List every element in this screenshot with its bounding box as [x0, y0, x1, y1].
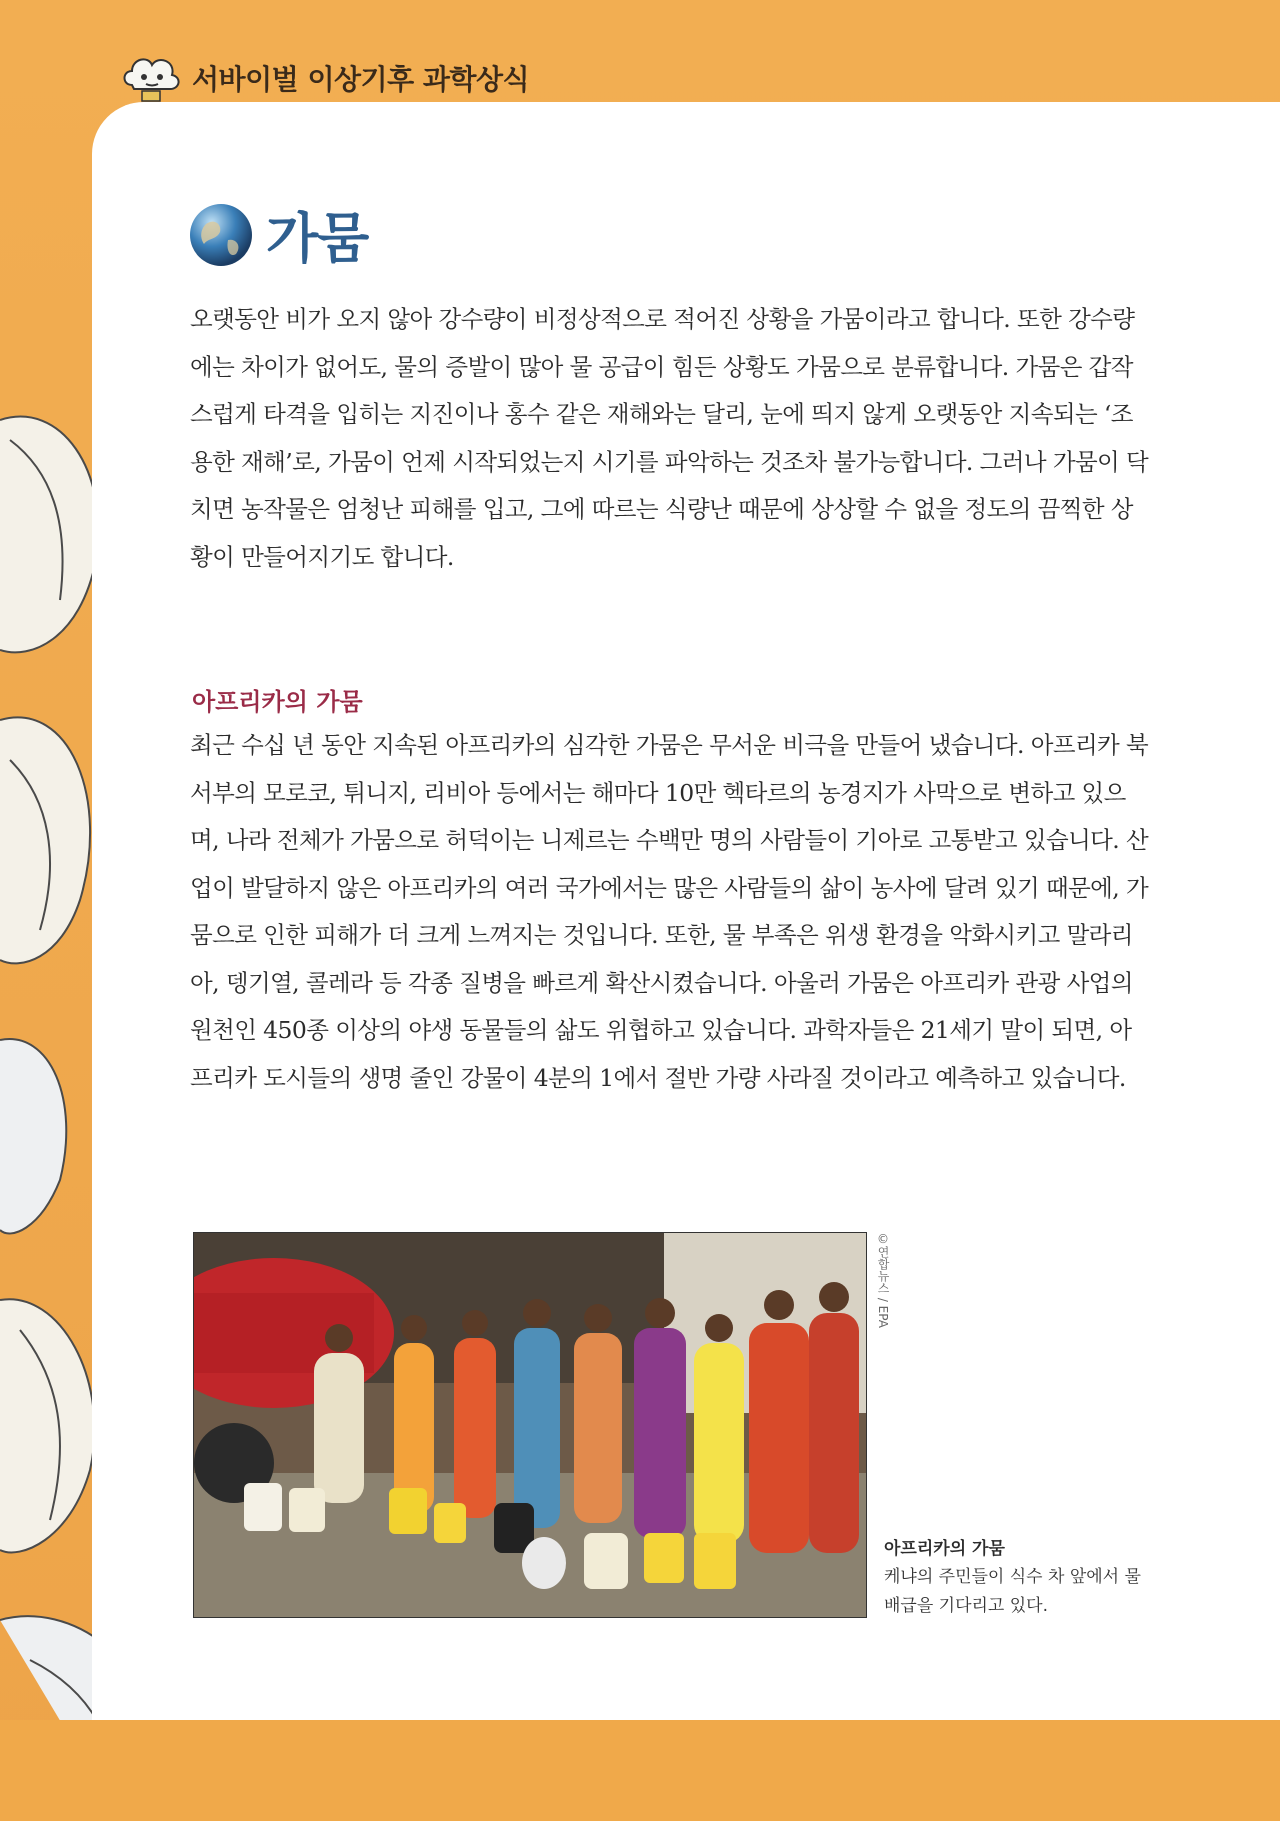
photo-credit: ©연합뉴스 / EPA — [876, 1232, 890, 1328]
intro-paragraph: 오랫동안 비가 오지 않아 강수량이 비정상적으로 적어진 상황을 가뭄이라고 합니다. 또한 강수량에는 차이가 없어도, 물의 증발이 많아 물 공급이 힘든 상황도 가뭄으로 분류합니다. 가뭄은 갑작스럽게 타격을 입히는 지진이나 홍수 같은 재해와는 달리, 눈에 띄지 않게 오랫동안 지속되는 ‘조용한 재해’로, 가뭄이 언제 시작되었는지 시기를 파악하는 것조차 불가능합니다. 그러나 가뭄이 닥치면 농작물은 엄청난 피해를 입고, 그에 따르는 식량난 때문에 상상할 수 없을 정도의 끔찍한 상황이 만들어지기도 합니다. — [190, 305, 1149, 571]
section-heading — [186, 196, 368, 273]
section-title: 가뭄 — [266, 206, 369, 270]
cloud-mascot-icon — [120, 47, 182, 109]
subheading-africa: 아프리카의 가뭄 — [192, 688, 363, 716]
page-header — [120, 48, 529, 108]
bottom-band — [0, 1720, 1280, 1821]
africa-paragraph: 최근 수십 년 동안 지속된 아프리카의 심각한 가뭄은 무서운 비극을 만들어 냈습니다. 아프리카 북서부의 모로코, 튀니지, 리비아 등에서는 해마다 10만 헥타르의 농경지가 사막으로 변하고 있으며, 나라 전체가 가뭄으로 허덕이는 니제르는 수백만 명의 사람들이 기아로 고통받고 있습니다. 산업이 발달하지 않은 아프리카의 여러 국가에서는 많은 사람들의 삶이 농사에 달려 있기 때문에, 가뭄으로 인한 피해가 더 크게 느껴지는 것입니다. 또한, 물 부족은 위생 환경을 악화시키고 말라리아, 뎅기열, 콜레라 등 각종 질병을 빠르게 확산시켰습니다. 아울러 가뭄은 아프리카 관광 사업의 원천인 450종 이상의 야생 동물들의 삶도 위협하고 있습니다. 과학자들은 21세기 말이 되면, 아프리카 도시들의 생명 줄인 강물이 4분의 1에서 절반 가량 사라질 것이라고 예측하고 있습니다. — [190, 731, 1149, 1092]
photo-water-queue — [193, 1232, 867, 1618]
globe-icon — [186, 200, 256, 270]
header-title: 서바이벌 이상기후 과학상식 — [192, 63, 530, 96]
caption-text: 케냐의 주민들이 식수 차 앞에서 물 배급을 기다리고 있다. — [884, 1567, 1141, 1616]
caption-title: 아프리카의 가뭄 — [884, 1539, 1005, 1559]
